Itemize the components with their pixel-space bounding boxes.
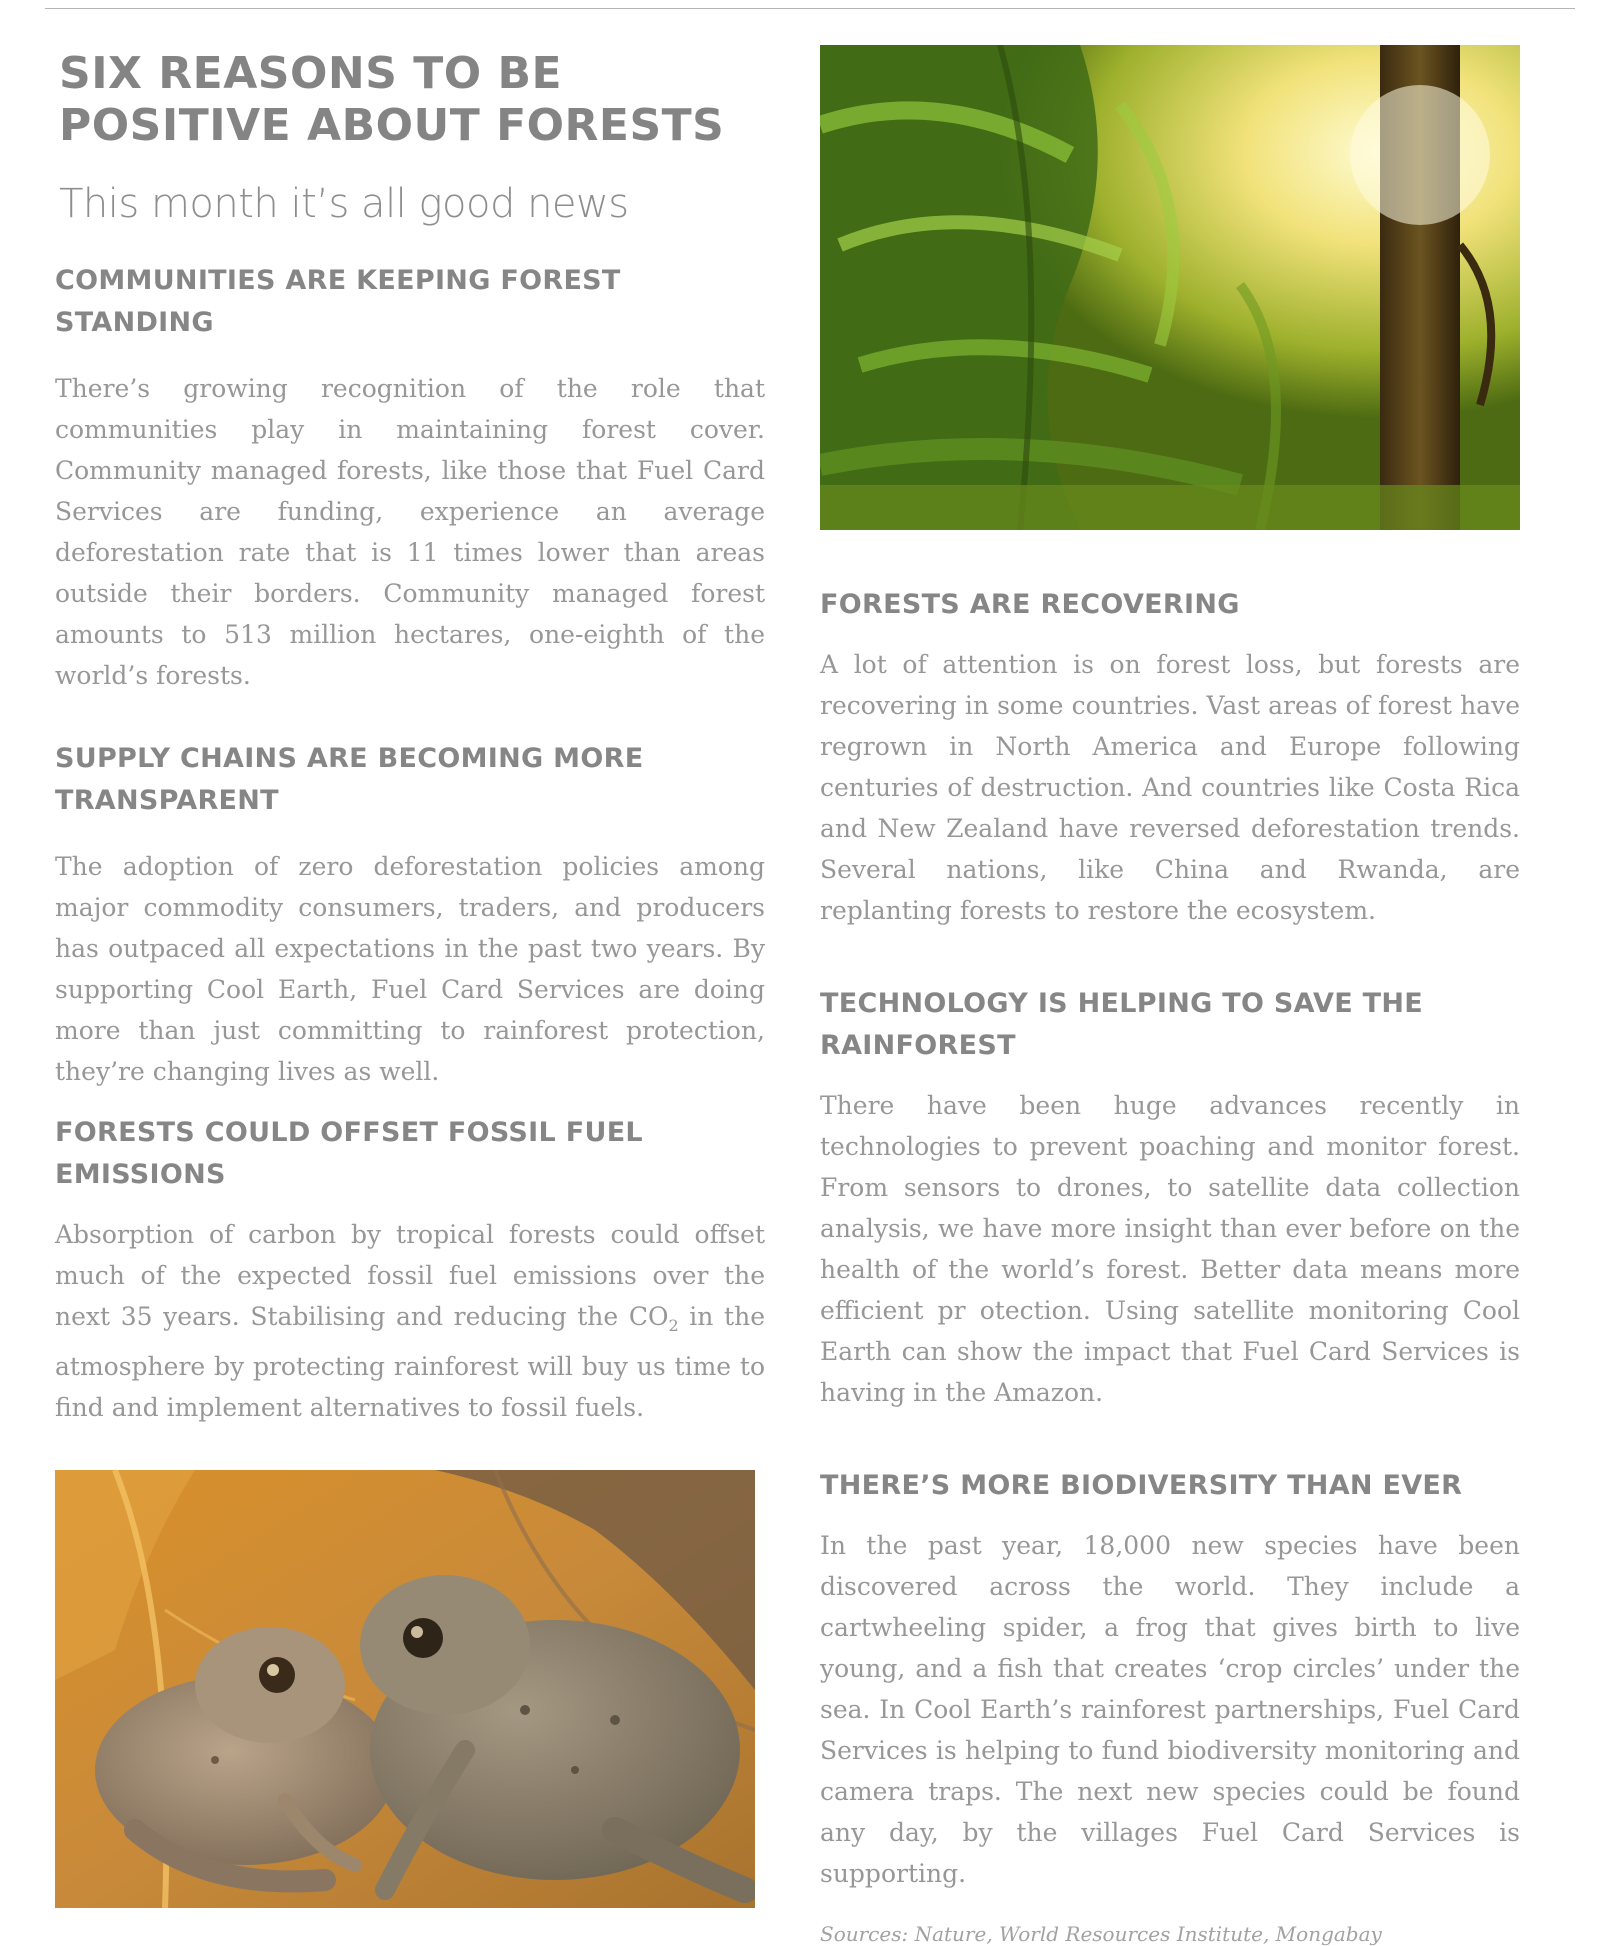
fossil-fuel-text-start: Absorption of carbon by tropical forests could offset much of the expected fossil fuel emissions over the next 35 years. Stabilising and reducing the CO: [55, 1220, 765, 1331]
section-body-communities: There’s growing recognition of the role that communities play in maintaining forest cover. Community managed forests, like those that Fuel Card Services are funding, experience an average deforestation rate that is 11 times lower than areas outside their borders. Community managed forest amounts to 513 million hectares, one-eighth of the world’s forests.: [55, 374, 765, 690]
section-body-fossil-fuel: [55, 1214, 765, 1428]
section-heading-fossil-fuel: FORESTS COULD OFFSET FOSSIL FUEL EMISSIONS: [55, 1117, 643, 1190]
section-heading-communities: COMMUNITIES ARE KEEPING FOREST STANDING: [55, 265, 621, 338]
section-heading-recovering: FORESTS ARE RECOVERING: [820, 589, 1240, 620]
sources-note: Sources: Nature, World Resources Institute, Mongabay: [820, 1922, 1382, 1946]
right-column: [820, 40, 1520, 1946]
article-subtitle: This month it’s all good news: [59, 181, 629, 227]
section-heading-biodiversity: THERE’S MORE BIODIVERSITY THAN EVER: [820, 1470, 1463, 1501]
section-heading-supply-chains: SUPPLY CHAINS ARE BECOMING MORE TRANSPARENT: [55, 743, 644, 816]
section-body-technology: There have been huge advances recently in technologies to prevent poaching and monitor forest. From sensors to drones, to satellite data collection analysis, we have more insight than ever before on the health of the world’s forest. Better data means more efficient pr otection. Using satellite monitoring Cool Earth can show the impact that Fuel Card Services is having in the Amazon.: [820, 1091, 1520, 1407]
top-divider: [45, 8, 1575, 9]
left-column: [55, 40, 765, 1908]
section-heading-technology: TECHNOLOGY IS HELPING TO SAVE THE RAINFOREST: [820, 988, 1424, 1061]
section-body-supply-chains: The adoption of zero deforestation policies among major commodity consumers, traders, and producers has outpaced all expectations in the past two years. By supporting Cool Earth, Fuel Card Services are doing more than just committing to rainforest protection, they’re changing lives as well.: [55, 852, 765, 1086]
article-title: SIX REASONS TO BE POSITIVE ABOUT FORESTS: [59, 48, 725, 151]
frogs-on-leaf-photo: [55, 1470, 755, 1908]
sunlit-rainforest-photo: [820, 45, 1520, 530]
section-body-biodiversity: In the past year, 18,000 new species have been discovered across the world. They include a cartwheeling spider, a frog that gives birth to live young, and a fish that creates ‘crop circles’ under the sea. In Cool Earth’s rainforest partnerships, Fuel Card Services is helping to fund biodiversity monitoring and camera traps. The next new species could be found any day, by the villages Fuel Card Services is supporting.: [820, 1531, 1520, 1888]
fossil-fuel-text-end: in the atmosphere by protecting rainforest will buy us time to find and implement alternatives to fossil fuels.: [55, 1302, 765, 1422]
co2-subscript: 2: [668, 1316, 679, 1335]
section-body-recovering: A lot of attention is on forest loss, but forests are recovering in some countries. Vast areas of forest have regrown in North America and Europe following centuries of destruction. And countries like Costa Rica and New Zealand have reversed deforestation trends. Several nations, like China and Rwanda, are replanting forests to restore the ecosystem.: [820, 650, 1520, 925]
